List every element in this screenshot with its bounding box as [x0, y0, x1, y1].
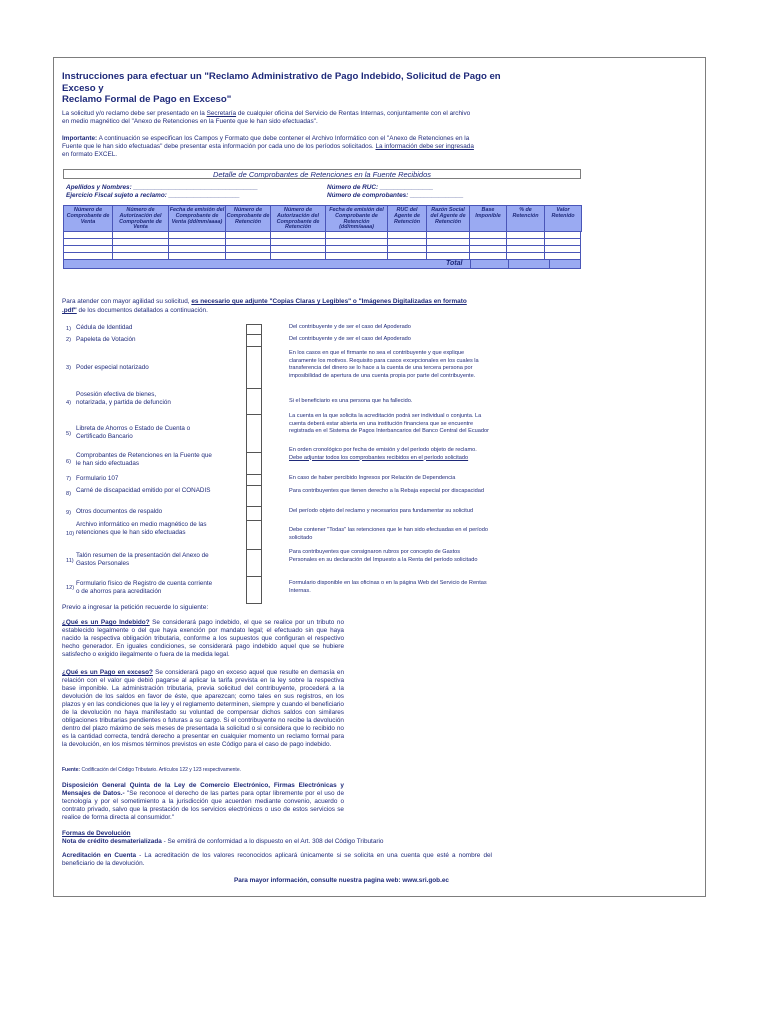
checklist-checkbox[interactable] [246, 324, 262, 334]
checklist-checkbox[interactable] [246, 520, 262, 549]
checklist-item-label: Archivo informático en medio magnético de las retenciones que le han sido efectuadas [76, 521, 207, 536]
checklist-checkbox[interactable] [246, 506, 262, 520]
checklist-note: Debe contener "Todas" las retenciones que le han sido efectuadas en el período solicitado [289, 527, 488, 541]
checklist-note: En caso de haber percibido Ingresos por Relación de Dependencia [289, 475, 456, 481]
checklist-number: 12) [66, 585, 75, 591]
field-ruc: Número de RUC: _______________ [327, 184, 434, 191]
checklist-number: 11) [66, 558, 74, 564]
important-line-3: en formato EXCEL. [62, 151, 118, 158]
checklist-item-label: Papeleta de Votación [76, 336, 136, 343]
checklist-number: 4) [66, 400, 71, 406]
checklist-number: 7) [66, 476, 71, 482]
intro-line-2: en medio magnético del "Anexo de Retenciones en la Fuente que le han sido efectuadas". [62, 118, 318, 125]
checklist-checkbox[interactable] [246, 414, 262, 452]
checklist-item-label: Formulario físico de Registro de cuenta corriente o de ahorros para acreditación [76, 580, 213, 595]
table-header-cell: Número de Autorización del Comprobante de Venta [112, 205, 169, 232]
secretaria-link[interactable]: Secretaría [206, 110, 237, 117]
table-row [63, 239, 581, 246]
acreditacion: Acreditación en Cuenta - La acreditación de los valores reconocidos aplicará únicamente si se solicita en una cuenta que esté a nombre del beneficiario de la devolución. [62, 852, 492, 867]
attach-line-2: .pdf" de los documentos detallados a continuación. [62, 307, 208, 314]
formas-title: Formas de Devolución [62, 830, 131, 837]
pago-indebido-paragraph: ¿Qué es un Pago Indebido? Se considerará pago indebido, el que se realice por un tributo no establecido legalmente o del que haya exención por mandato legal; el efectuado sin que haya nacido la respectiva obligación tributaria, conforme a los supuestos que configuran el respectivo hecho generador. En iguales condiciones, se considerará pago indebido aquel que se hubiere satisfecho o exigido ilegalmente o fuera de la medida legal. [62, 619, 345, 658]
checklist-number: 2) [66, 337, 71, 343]
checklist-item-label: Libreta de Ahorros o Estado de Cuenta o Certificado Bancario [76, 425, 191, 440]
nota-credito: Nota de crédito desmaterializada - Se emitirá de conformidad a lo dispuesto en el Art. 308 del Código Tributario [62, 838, 384, 845]
table-header-cell: Fecha de emisión del Comprobante de Retención (dd/mm/aaaa) [325, 205, 388, 232]
checklist-note: Del contribuyente y de ser el caso del Apoderado [289, 324, 411, 330]
checklist-checkbox[interactable] [246, 334, 262, 346]
table-header-cell: Razón Social del Agente de Retención [426, 205, 470, 232]
table-header-cell: Fecha de emisión del Comprobante de Venta (dd/mm/aaaa) [168, 205, 226, 232]
checklist-number: 5) [66, 431, 71, 437]
table-header-cell: RUC del Agente de Retención [387, 205, 427, 232]
disposicion-paragraph: Disposición General Quinta de la Ley de Comercio Electrónico, Firmas Electrónicas y Mensajes de Datos.- "Se reconoce el derecho de las partes para optar libremente por el uso de tecnología y por el sometimiento a la jurisdicción que acuerden mediante convenio, acuerdo o contrato privado, salvo que la prestación de los servicios electrónicos o uso de estos servicios se realice de forma directa al consumidor." [62, 782, 344, 821]
checklist-item-label: Otros documentos de respaldo [76, 508, 163, 515]
important-line-2: Fuente que le han sido efectuadas" debe presentar esta información por cada uno de los períodos solicitados. La información debe ser ingresada [62, 143, 474, 150]
footer-info: Para mayor información, consulte nuestra pagina web: www.sri.gob.ec [234, 877, 449, 884]
field-count: Número de comprobantes: _______________ [327, 192, 464, 199]
checklist-checkbox[interactable] [246, 474, 262, 485]
checklist-checkbox[interactable] [246, 346, 262, 388]
checklist-item-label: Formulario 107 [76, 475, 119, 482]
checklist-checkbox[interactable] [246, 485, 262, 506]
total-label: Total [446, 260, 463, 267]
table-row [63, 246, 581, 253]
checklist-checkbox[interactable] [246, 576, 262, 603]
table-header-cell: Base Imponible [469, 205, 507, 232]
checklist-item-label: Cédula de Identidad [76, 324, 133, 331]
table-header-cell: % de Retención [506, 205, 545, 232]
important-line-1: Importante: A continuación se especifican los Campos y Formato que debe contener el Archivo Informático con el "Anexo de Retenciones en la [62, 135, 470, 142]
checklist-note: Del período objeto del reclamo y necesarios para fundamentar su solicitud [289, 508, 474, 514]
checklist-number: 8) [66, 491, 71, 497]
checklist-note: Formulario disponible en las oficinas o en la página Web del Servicio de Rentas Internas. [289, 580, 487, 594]
table-header-cell: Número de Comprobante de Venta [63, 205, 113, 232]
checklist-note: En los casos en que el firmante no sea el contribuyente y que explique claramente los motivos. Requisito para casos excepcionales en los cuales la transferencia del dinero se lo hace a la cuenta de una tercera persona por imposibilidad de apertura de una cuenta propia por parte del contribuyente. [289, 350, 479, 379]
checklist-number: 1) [66, 326, 71, 332]
table-header-cell: Número de Comprobante de Retención [225, 205, 271, 232]
checklist-note: En orden cronológico por fecha de emisión y del período objeto de reclamo. Debe adjuntar todos los comprobantes recibidos en el período solicitado [289, 447, 477, 461]
checklist-number: 3) [66, 365, 71, 371]
total-bar [63, 259, 581, 269]
checklist-checkbox[interactable] [246, 388, 262, 414]
checklist-checkbox[interactable] [246, 452, 262, 474]
checklist-note: La cuenta en la que solicita la acreditación podrá ser individual o conjunta. La cuenta deberá estar abierta en una institución financiera que se encuentre registrada en el Sistema de Pagos Interbancarios del Banco Central del Ecuador [289, 413, 489, 434]
field-name: Apellidos y Nombres: ___________________________________ [66, 184, 258, 191]
checklist-note: Si el beneficiario es una persona que ha fallecido. [289, 398, 413, 404]
checklist-note: Del contribuyente y de ser el caso del Apoderado [289, 336, 411, 342]
intro-line-1: La solicitud y/o reclamo debe ser presentado en la Secretaría de cualquier oficina del Servicio de Rentas Internas, conjuntamente con el archivo [62, 110, 471, 117]
source-note: Fuente: Codificación del Código Tributario. Artículos 122 y 123 respectivamente. [62, 767, 241, 773]
attach-line-1: Para atender con mayor agilidad su solicitud, es necesario que adjunte "Copias Claras y Legibles" o "Imágenes Digitalizadas en formato [62, 298, 467, 305]
table-row [63, 232, 581, 239]
checklist-item-label: Carné de discapacidad emitido por el CONADIS [76, 487, 211, 494]
pago-exceso-paragraph: ¿Qué es un Pago en exceso? Se considerará pago en exceso aquel que resulte en demasía en relación con el valor que debió pagarse al aplicar la tarifa prevista en la ley sobre la respectiva base imponible. La administración tributaria, previa solicitud del contribuyente, procederá a la devolución de los saldos en favor de éste, que aparezcan; como tales en sus registros, en los plazos y en las condiciones que la ley y el reglamento determinen, siempre y cuando el beneficiario de la devolución no haya manifestado su voluntad de compensar dichos saldos con similares obligaciones tributarias pendientes o futuras a su cargo. Si el contribuyente no recibe la devolución dentro del plazo máximo de seis meses de presentada la solicitud o si considera que lo recibido no es la cantidad correcta, tendrá derecho a presentar en cualquier momento un reclamo formal para la devolución, en los mismos términos previstos en este Código para el caso de pago indebido. [62, 669, 344, 748]
field-fiscal-year: Ejercicio Fiscal sujeto a reclamo: ____________________ [66, 192, 240, 199]
checklist-number: 6) [66, 459, 71, 465]
checklist-item-label: Poder especial notarizado [76, 364, 149, 371]
checklist-note: Para contribuyentes que tienen derecho a la Rebaja especial por discapacidad [289, 488, 484, 494]
table-header-cell: Número de Autorización del Comprobante de Retención [270, 205, 326, 232]
checklist-note: Para contribuyentes que consignaron rubros por concepto de Gastos Personales en su declaración del Impuesto a la Renta del período solicitado [289, 549, 478, 563]
checklist-number: 9) [66, 510, 71, 516]
checklist-item-label: Comprobantes de Retenciones en la Fuente que le han sido efectuadas [76, 452, 212, 467]
table-title: Detalle de Comprobantes de Retenciones en la Fuente Recibidos [63, 169, 581, 179]
checklist-item-label: Posesión efectiva de bienes, notarizada, y partida de defunción [76, 391, 171, 406]
page-title: Instrucciones para efectuar un "Reclamo Administrativo de Pago Indebido, Solicitud de Pago en Exceso y Reclamo Formal de Pago en Exceso" [62, 71, 501, 105]
checklist-number: 10) [66, 531, 75, 537]
remember-text: Previo a ingresar la petición recuerde lo siguiente: [62, 604, 209, 611]
checklist-checkbox[interactable] [246, 549, 262, 576]
checklist-item-label: Talón resumen de la presentación del Anexo de Gastos Personales [76, 552, 209, 567]
table-header-cell: Valor Retenido [544, 205, 582, 232]
